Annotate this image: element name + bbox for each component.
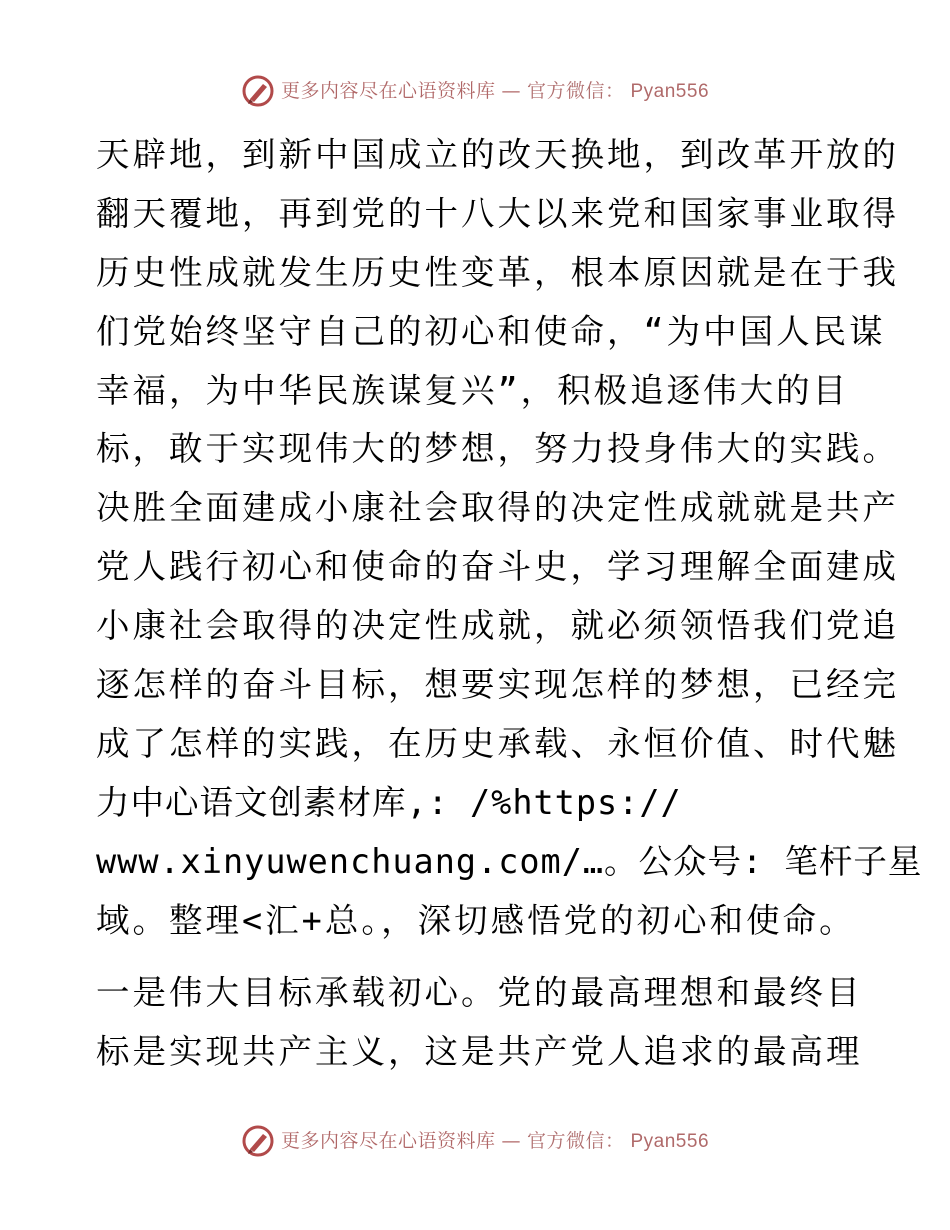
- text-line: 力中心语文创素材库,: /%https://: [96, 782, 682, 822]
- text-line: 域。整理<汇+总。，深切感悟党的初心和使命。: [96, 900, 856, 940]
- pen-circle-logo-icon: [241, 1124, 275, 1158]
- text-line: 幸福，为中华民族谋复兴”，积极追逐伟大的目: [96, 370, 850, 410]
- text-line: 逐怎样的奋斗目标，想要实现怎样的梦想，已经完: [96, 665, 899, 705]
- header-wechat-id: Pyan556: [630, 80, 710, 102]
- text-line: 标是实现共产主义，这是共产党人追求的最高理: [96, 1032, 863, 1072]
- footer-wechat-id: Pyan556: [630, 1130, 710, 1152]
- text-line: 决胜全面建成小康社会取得的决定性成就就是共产: [96, 488, 899, 528]
- text-line: 党人践行初心和使命的奋斗史，学习理解全面建成: [96, 547, 899, 587]
- text-line: 成了怎样的实践，在历史承载、永恒价值、时代魅: [96, 723, 899, 763]
- text-line: www.xinyuwenchuang.com/…。公众号: 笔杆子星: [96, 841, 923, 881]
- text-line: 天辟地，到新中国成立的改天换地，到改革开放的: [96, 135, 899, 174]
- text-line: 一是伟大目标承载初心。党的最高理想和最终目: [96, 973, 863, 1013]
- pen-circle-logo-icon: [241, 74, 275, 108]
- header-site-name: 更多内容尽在心语资料库: [280, 79, 496, 102]
- text-line: 小康社会取得的决定性成就，就必须领悟我们党追: [96, 606, 899, 646]
- text-line: 标，敢于实现伟大的梦想，努力投身伟大的实践。: [96, 429, 899, 469]
- footer-site-name: 更多内容尽在心语资料库: [280, 1129, 496, 1152]
- text-line: 们党始终坚守自己的初心和使命，“为中国人民谋: [96, 311, 886, 351]
- header-separator: —: [501, 79, 521, 102]
- footer-watermark: [0, 1124, 950, 1158]
- paragraph-gap: [96, 950, 856, 964]
- header-watermark: [0, 74, 950, 108]
- text-line: 历史性成就发生历史性变革，根本原因就是在于我: [96, 252, 899, 292]
- header-wechat-label: 官方微信：: [526, 79, 625, 102]
- body-text: [96, 126, 923, 1082]
- text-line: 翻天覆地，再到党的十八大以来党和国家事业取得: [96, 193, 899, 233]
- footer-wechat-label: 官方微信：: [526, 1129, 625, 1152]
- footer-separator: —: [501, 1129, 521, 1152]
